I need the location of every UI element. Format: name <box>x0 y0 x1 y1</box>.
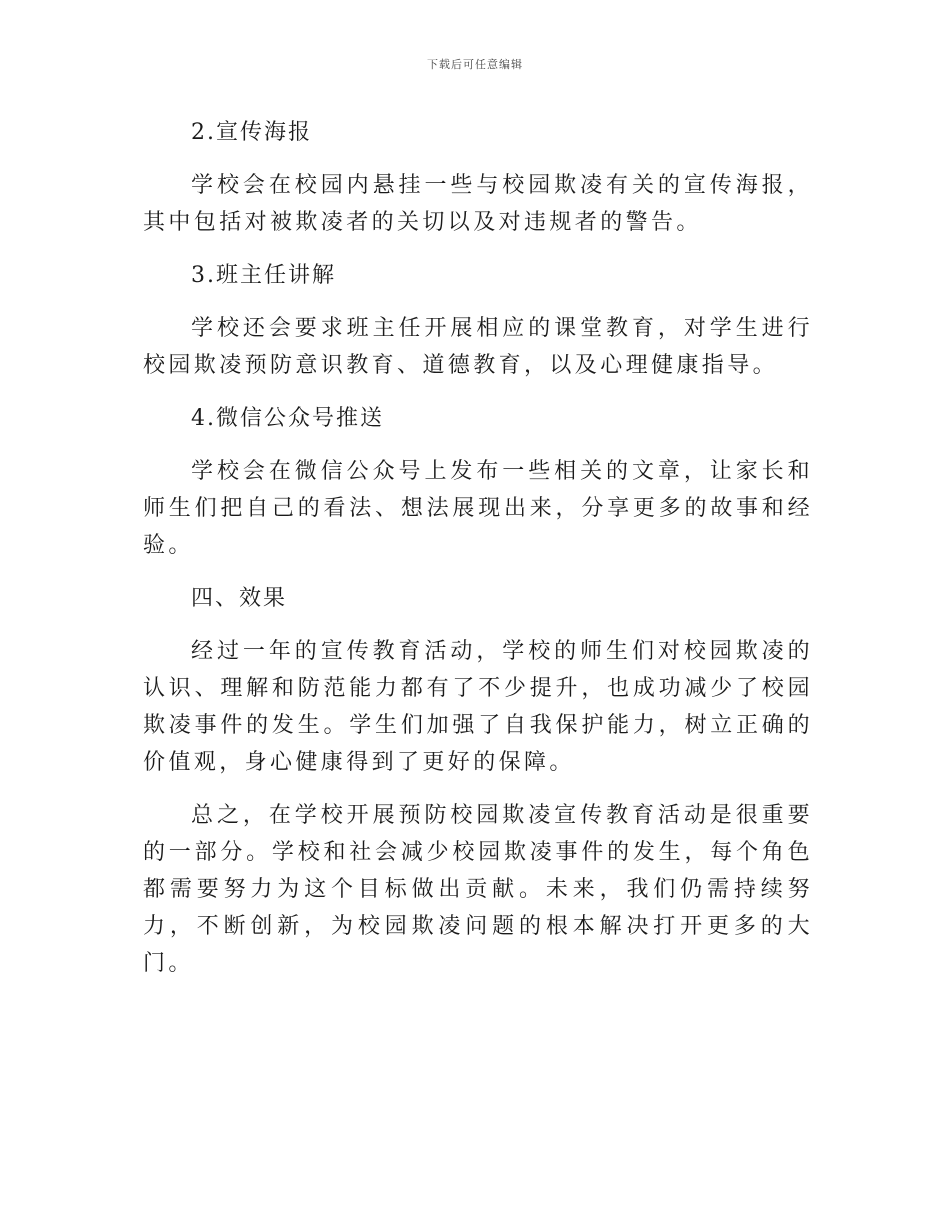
page-header: 下载后可任意编辑 <box>427 58 523 71</box>
paragraph-effect: 经过一年的宣传教育活动，学校的师生们对校园欺凌的认识、理解和防范能力都有了不少提升，也成功减少了校园欺凌事件的发生。学生们加强了自我保护能力，树立正确的价值观，身心健康得到了更好的保障。 <box>143 639 813 775</box>
section-heading-effect: 四、效果 <box>191 586 288 611</box>
section-heading-poster: 2.宣传海报 <box>191 120 312 145</box>
paragraph-poster: 学校会在校园内悬挂一些与校园欺凌有关的宣传海报，其中包括对被欺凌者的关切以及对违规者的警告。 <box>143 173 813 235</box>
section-heading-wechat: 4.微信公众号推送 <box>191 406 384 431</box>
paragraph-conclusion: 总之，在学校开展预防校园欺凌宣传教育活动是很重要的一部分。学校和社会减少校园欺凌事件的发生，每个角色都需要努力为这个目标做出贡献。未来，我们仍需持续努力，不断创新，为校园欺凌问题的根本解决打开更多的大门。 <box>143 803 813 976</box>
document-body <box>143 114 813 998</box>
paragraph-wechat: 学校会在微信公众号上发布一些相关的文章，让家长和师生们把自己的看法、想法展现出来，分享更多的故事和经验。 <box>143 459 813 558</box>
section-heading-teacher: 3.班主任讲解 <box>191 263 336 288</box>
paragraph-teacher: 学校还会要求班主任开展相应的课堂教育，对学生进行校园欺凌预防意识教育、道德教育，以及心理健康指导。 <box>143 316 813 378</box>
